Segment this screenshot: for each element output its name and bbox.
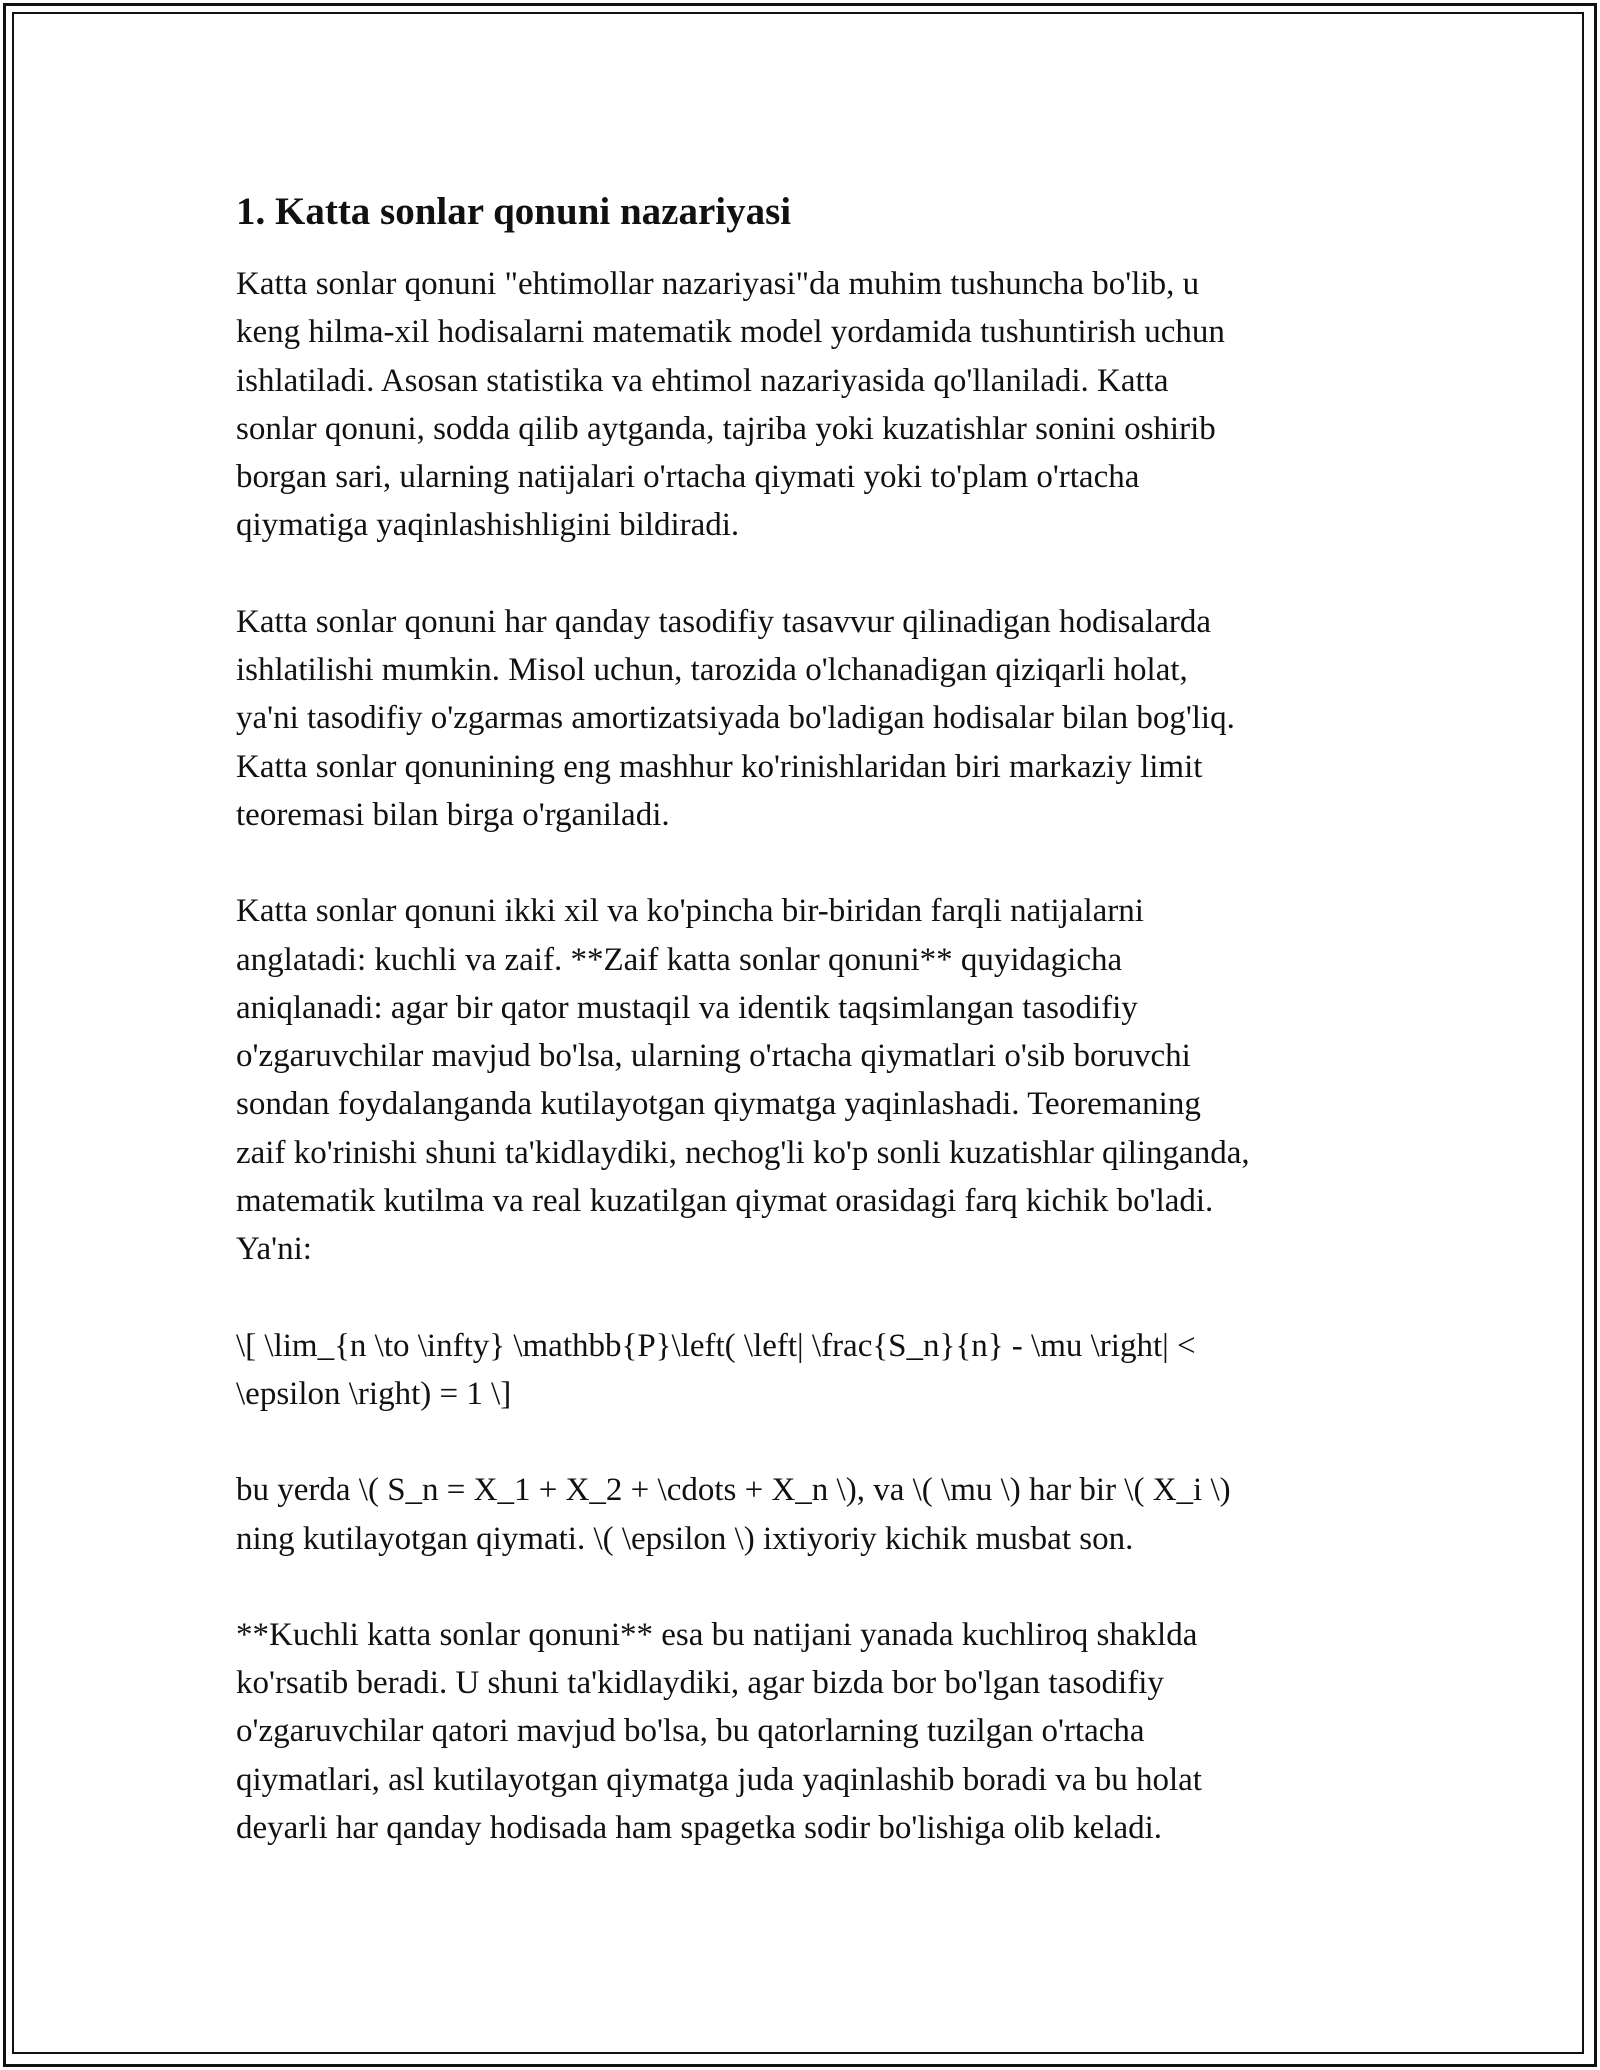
formula-weak-law: \[ \lim_{n \to \infty} \mathbb{P}\left( \left| \frac{S_n}{n} - \mu \right| < \epsilon \right) = 1 \] — [236, 1327, 1196, 1412]
paragraph-formula-explanation: bu yerda \( S_n = X_1 + X_2 + \cdots + X_n \), va \( \mu \) har bir \( X_i \) ning kutilayotgan qiymati. \( \epsilon \) ixtiyoriy kichik musbat son. — [236, 1472, 1231, 1557]
section-heading: 1. Katta sonlar qonuni nazariyasi — [236, 190, 792, 233]
document-body — [236, 186, 1376, 1852]
paragraph-applications: Katta sonlar qonuni har qanday tasodifiy tasavvur qilinadigan hodisalarda ishlatilishi mumkin. Misol uchun, tarozida o'lchanadigan qiziqarli holat, ya'ni tasodifiy o'zgarmas amortizatsiyada bo'ladigan hodisalar bilan bog'liq. Katta sonlar qonunining eng mashhur ko'rinishlaridan biri markaziy limit teoremasi bilan birga o'rganiladi. — [236, 603, 1235, 833]
paragraph-strong-law: **Kuchli katta sonlar qonuni** esa bu natijani yanada kuchliroq shaklda ko'rsatib beradi. U shuni ta'kidlaydiki, agar bizda bor bo'lgan tasodifiy o'zgaruvchilar qatori mavjud bo'lsa, bu qatorlarning tuzilgan o'rtacha qiymatlari, asl kutilayotgan qiymatga juda yaqinlashib boradi va bu holat deyarli har qanday hodisada ham spagetka sodir bo'lishiga olib keladi. — [236, 1616, 1202, 1847]
paragraph-weak-law: Katta sonlar qonuni ikki xil va ko'pincha bir-biridan farqli natijalarni anglatadi: kuchli va zaif. **Zaif katta sonlar qonuni** quyidagicha aniqlanadi: agar bir qator mustaqil va identik taqsimlangan tasodifiy o'zgaruvchilar mavjud bo'lsa, ularning o'rtacha qiymatlari o'sib boruvchi sondan foydalanganda kutilayotgan qiymatga yaqinlashadi. Teoremaning zaif ko'rinishi shuni ta'kidlaydiki, nechog'li ko'p sonli kuzatishlar qilinganda, matematik kutilma va real kuzatilgan qiymat orasidagi farq kichik bo'ladi. Ya'ni: — [236, 893, 1250, 1268]
paragraph-intro: Katta sonlar qonuni "ehtimollar nazariyasi"da muhim tushuncha bo'lib, u keng hilma-xil hodisalarni matematik model yordamida tushuntirish uchun ishlatiladi. Asosan statistika va ehtimol nazariyasida qo'llaniladi. Katta sonlar qonuni, sodda qilib aytganda, tajriba yoki kuzatishlar sonini oshirib borgan sari, ularning natijalari o'rtacha qiymati yoki to'plam o'rtacha qiymatiga yaqinlashishligini bildiradi. — [236, 266, 1225, 544]
